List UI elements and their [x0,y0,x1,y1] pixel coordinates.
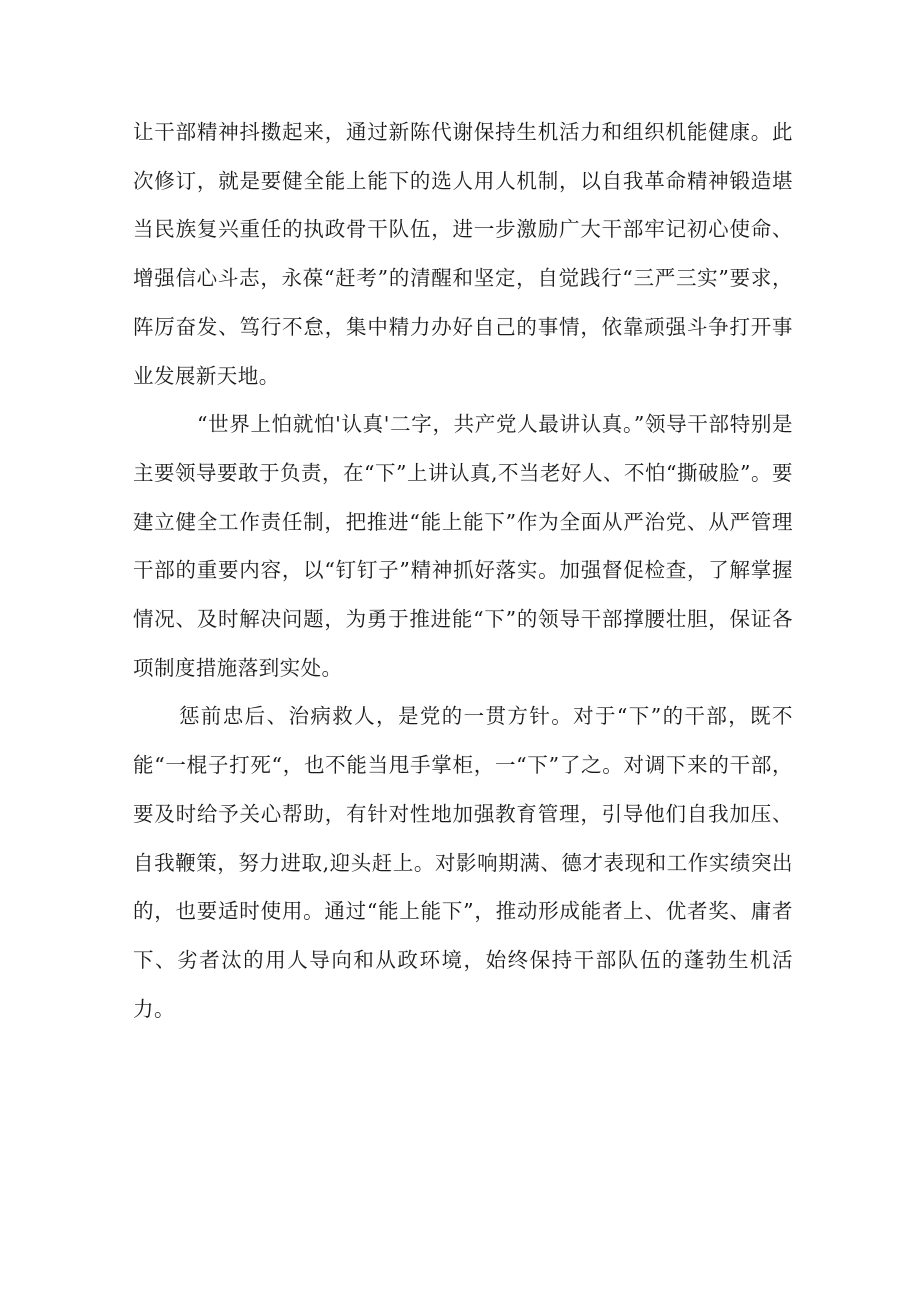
paragraph-1: 让干部精神抖擞起来，通过新陈代谢保持生机活力和组织机能健康。此次修订，就是要健全能上能下的选人用人机制，以自我革命精神锻造堪当民族复兴重任的执政骨干队伍，进一步激励广大干部牢记初心使命、增强信心斗志，永葆“赶考”的清醒和坚定，自觉践行“三严三实”要求，阵厉奋发、笃行不怠，集中精力办好自己的事情，依靠顽强斗争打开事业发展新天地。 [133,120,793,388]
paragraph-3: 惩前忠后、治病救人，是党的一贯方针。对于“下”的干部，既不能“一棍子打死“，也不能当甩手掌柜，一“下”了之。对调下来的干部，要及时给予关心帮助，有针对性地加强教育管理，引导他们自我加压、自我鞭策，努力进取,迎头赶上。对影响期满、德才表现和工作实绩突出的，也要适时使用。通过“能上能下”，推动形成能者上、优者奖、庸者下、劣者汰的用人导向和从政环境，始终保持干部队伍的蓬勃生机活力。 [133,704,793,1021]
body-text [133,108,793,1033]
paragraph-2: “世界上怕就怕'认真'二字，共产党人最讲认真。”领导干部特别是主要领导要敢于负责，在“下”上讲认真,不当老好人、不怕“撕破脸”。要建立健全工作责任制，把推进“能上能下”作为全面从严治党、从严管理干部的重要内容，以“钉钉子”精神抓好落实。加强督促检查，了解掌握情况、及时解决问题，为勇于推进能“下”的领导干部撑腰壮胆，保证各项制度措施落到实处。 [133,412,793,680]
